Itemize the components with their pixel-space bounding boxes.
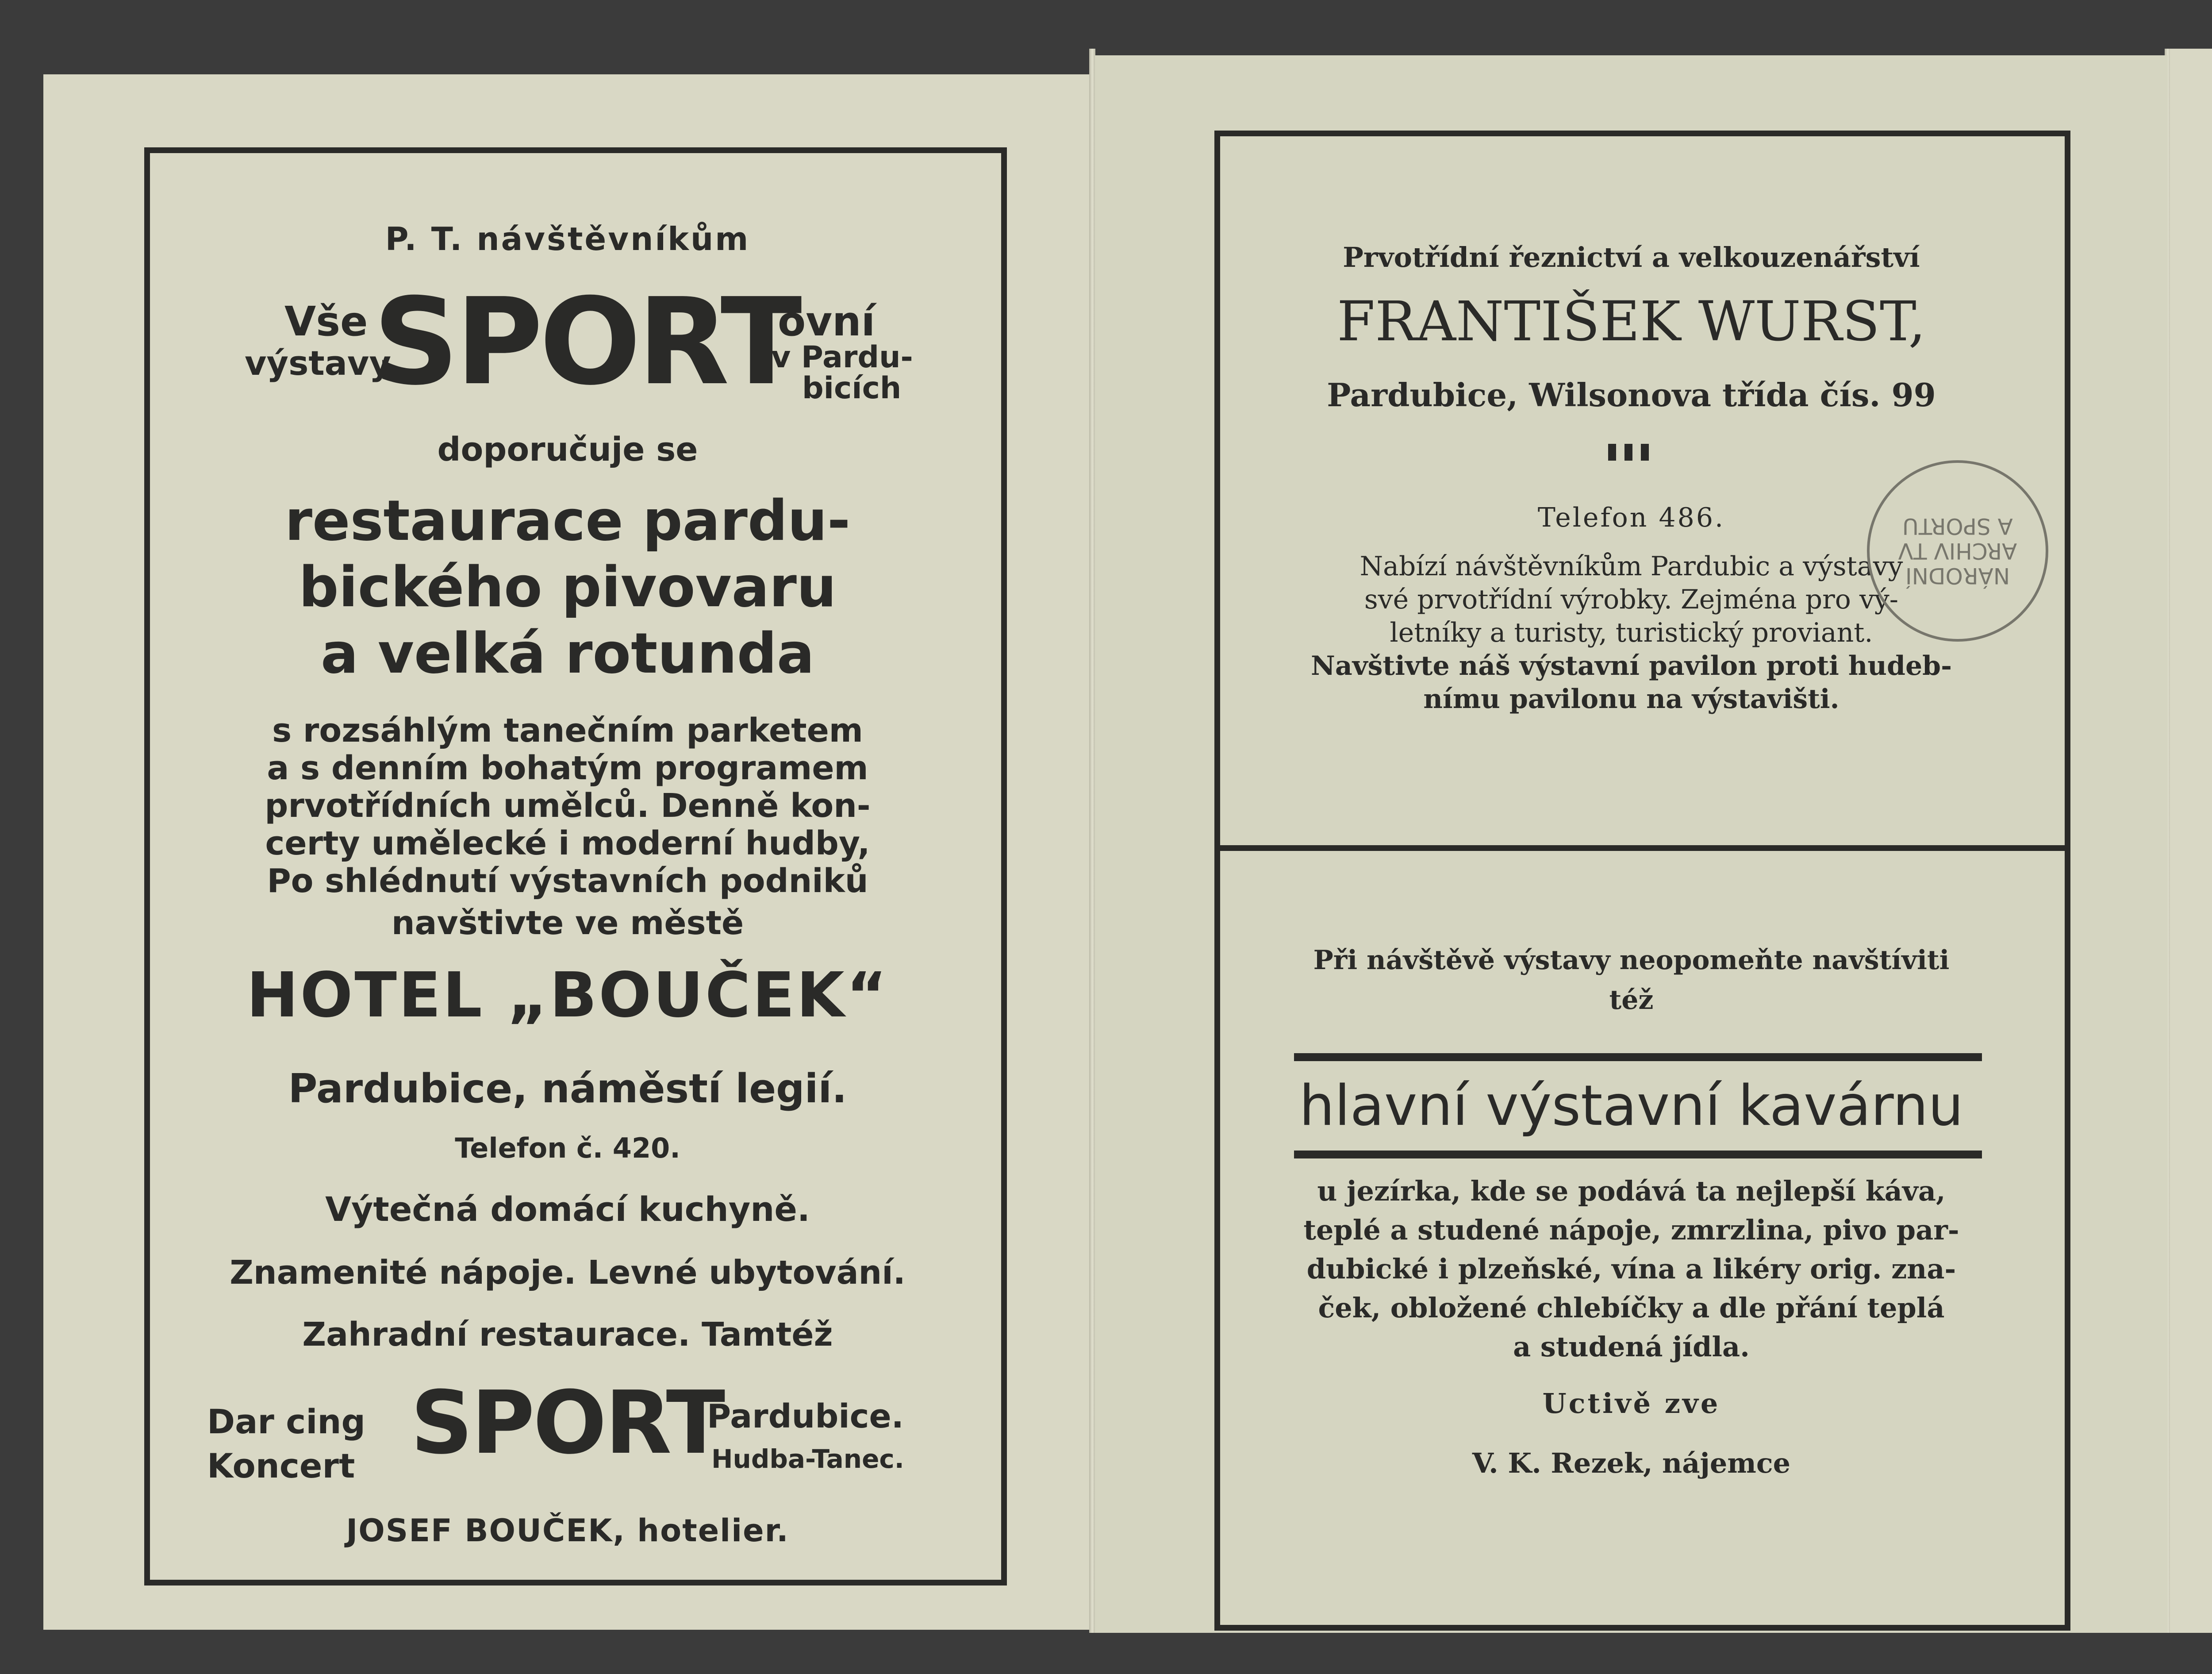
middle-panel: Prvotřídní řeznictví a velkouzenářství FRANTIŠEK WURST, Pardubice, Wilsonova třída čís. 99 Telefon 486. Nabízí návštěvníkům Pardubic a výstavy své prvotřídní výrobky. Zejména pro vý- letníky a turisty, turistický proviant. Navštivte náš výstavní pavilon proti hudeb- nímu pavilonu na výstavišti. NÁRODNÍ ARCHIV TV A SPORTU Při návštěvě výstavy neopomeňte navštíviti též hlavní výstavní kavárnu u jezírka, kde se podává ta nejlepší káva, teplé a studené nápoje, zmrzlina, pivo par- dubické i plzeňské, vína a likéry orig. zna- ček, obložené chlebíčky a dle přání teplá a studená jídla. Uctivě zve V. K. Rezek, nájemce: [1095, 55, 2168, 1633]
hotel-name: HOTEL „BOUČEK“: [246, 959, 889, 1031]
legitimace-heading: [2170, 819, 2212, 887]
left-panel: P. T. návštěvníkům Vše výstavy SPORT ovní v Pardu- bicích doporučuje se restaurace pardu- bického pivovaru a velká rotunda s rozsáhlým tanečním parketem a s denním bohatým programem prvotřídních umělců. Denně kon- certy umělecké i moderní hudby, Po shlédnutí výstavních podniků navštivte ve městě HOTEL „BOUČEK“ Pardubice, náměstí legií. Telefon č. 420. Výtečná domácí kuchyně. Znamenité nápoje. Levné ubytování. Zahradní restaurace. Tamtéž Dar cing Koncert SPORT Pardubice. Hudba-Tanec. JOSEF BOUČEK, hotelier.: [43, 74, 1092, 1630]
sport-logo-2: SPORT: [411, 1373, 724, 1474]
fold-line: [1089, 49, 1095, 1633]
sport-logo: SPORT: [373, 272, 799, 412]
wurst-name: FRANTIŠEK WURST,: [1337, 290, 1926, 354]
tenant-signature: V. K. Rezek, nájemce: [1472, 1447, 1791, 1479]
recommends: doporučuje se: [437, 431, 698, 469]
kavarna-title: hlavní výstavní kavárnu: [1299, 1073, 1964, 1138]
middle-divider: [1220, 845, 2065, 851]
archive-stamp: NÁRODNÍ ARCHIV TV A SPORTU: [1867, 460, 2048, 642]
kavarna-rule-top: [1294, 1053, 1982, 1061]
exhibition-title: [2170, 358, 2212, 416]
right-panel: [2170, 49, 2212, 1633]
hotelier-signature: JOSEF BOUČEK, hotelier.: [346, 1512, 789, 1549]
ornament: [1601, 440, 1655, 462]
left-greeting: P. T. návštěvníkům: [385, 220, 750, 258]
non-transferable-note: [2170, 1487, 2212, 1519]
kavarna-rule-bottom: [1294, 1151, 1982, 1158]
